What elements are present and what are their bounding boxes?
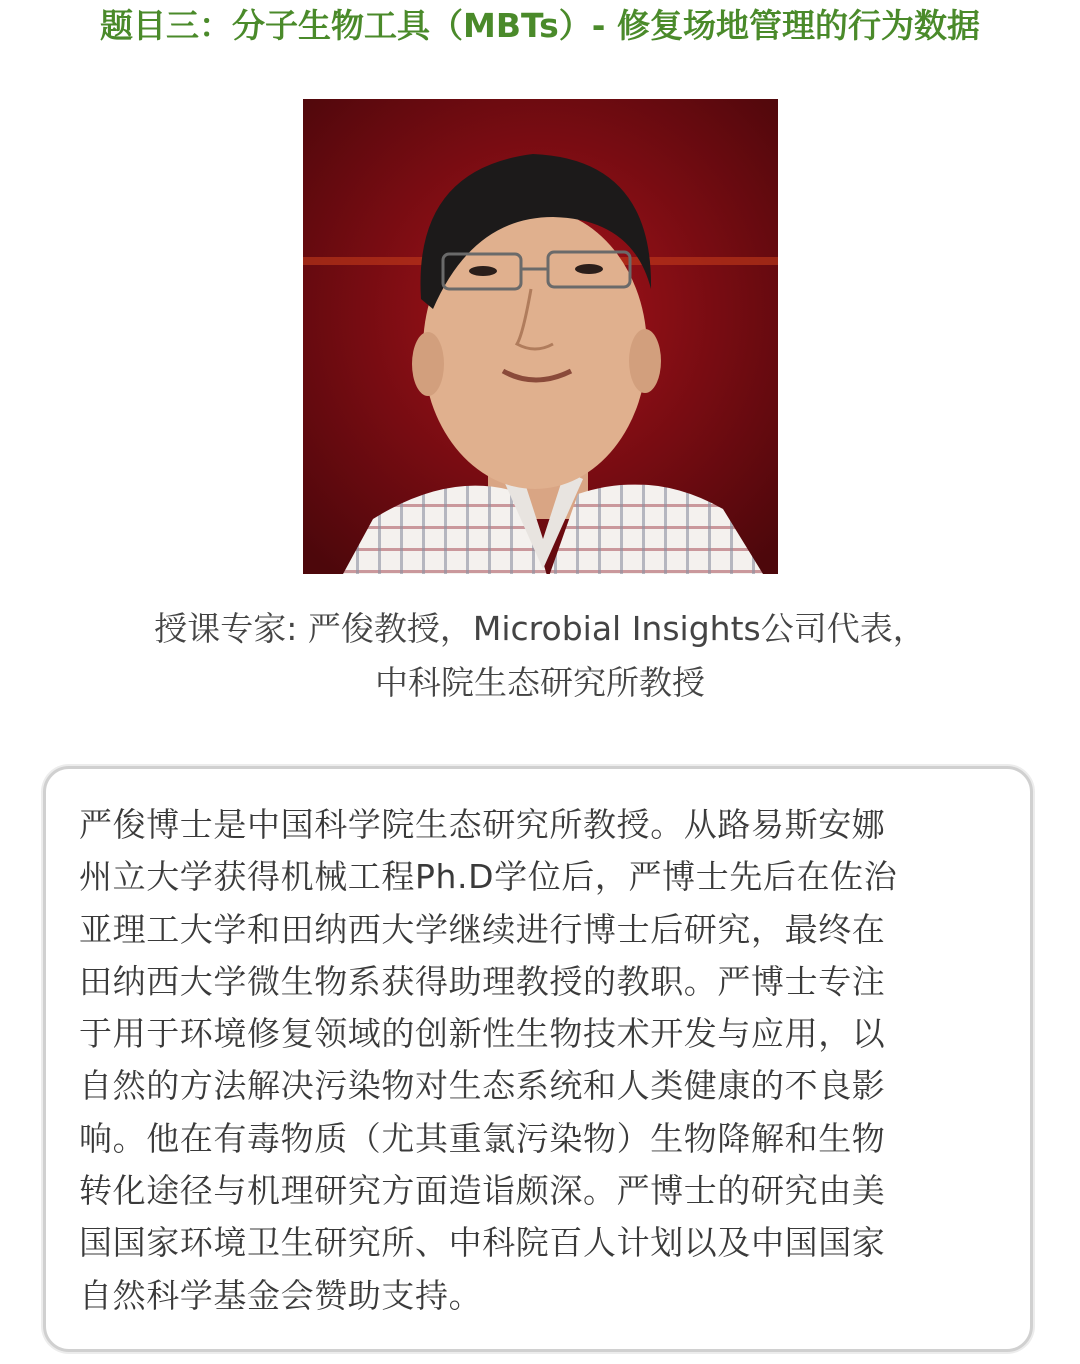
bio-line: 亚理工大学和田纳西大学继续进行博士后研究，最终在 — [79, 909, 886, 949]
bio-line: 自然的方法解决污染物对生态系统和人类健康的不良影 — [79, 1066, 886, 1106]
page-title: 题目三：分子生物工具（MBTs）- 修复场地管理的行为数据 — [100, 6, 980, 45]
caption-line: 授课专家: 严俊教授，Microbial Insights公司代表， — [154, 609, 926, 648]
bio-line: 国国家环境卫生研究所、中科院百人计划以及中国国家 — [79, 1223, 886, 1263]
bio-line: 自然科学基金会赞助支持。 — [79, 1275, 483, 1315]
bio-box — [43, 766, 1033, 1352]
bio-line: 响。他在有毒物质（尤其重氯污染物）生物降解和生物 — [79, 1118, 886, 1158]
caption-line: 中科院生态研究所教授 — [375, 663, 705, 702]
instructor-caption — [40, 602, 1040, 710]
bio-line: 田纳西大学微生物系获得助理教授的教职。严博士专注 — [79, 961, 886, 1001]
bio-line: 严俊博士是中国科学院生态研究所教授。从路易斯安娜 — [79, 805, 886, 844]
bio-line: 转化途径与机理研究方面造诣颇深。严博士的研究由美 — [79, 1171, 886, 1211]
bio-text — [79, 799, 1004, 1322]
portrait-photo — [303, 99, 778, 574]
bio-line: 州立大学获得机械工程Ph.D学位后，严博士先后在佐治 — [79, 857, 898, 897]
portrait-photo-icon — [303, 99, 778, 574]
bio-line: 于用于环境修复领域的创新性生物技术开发与应用，以 — [79, 1014, 886, 1054]
